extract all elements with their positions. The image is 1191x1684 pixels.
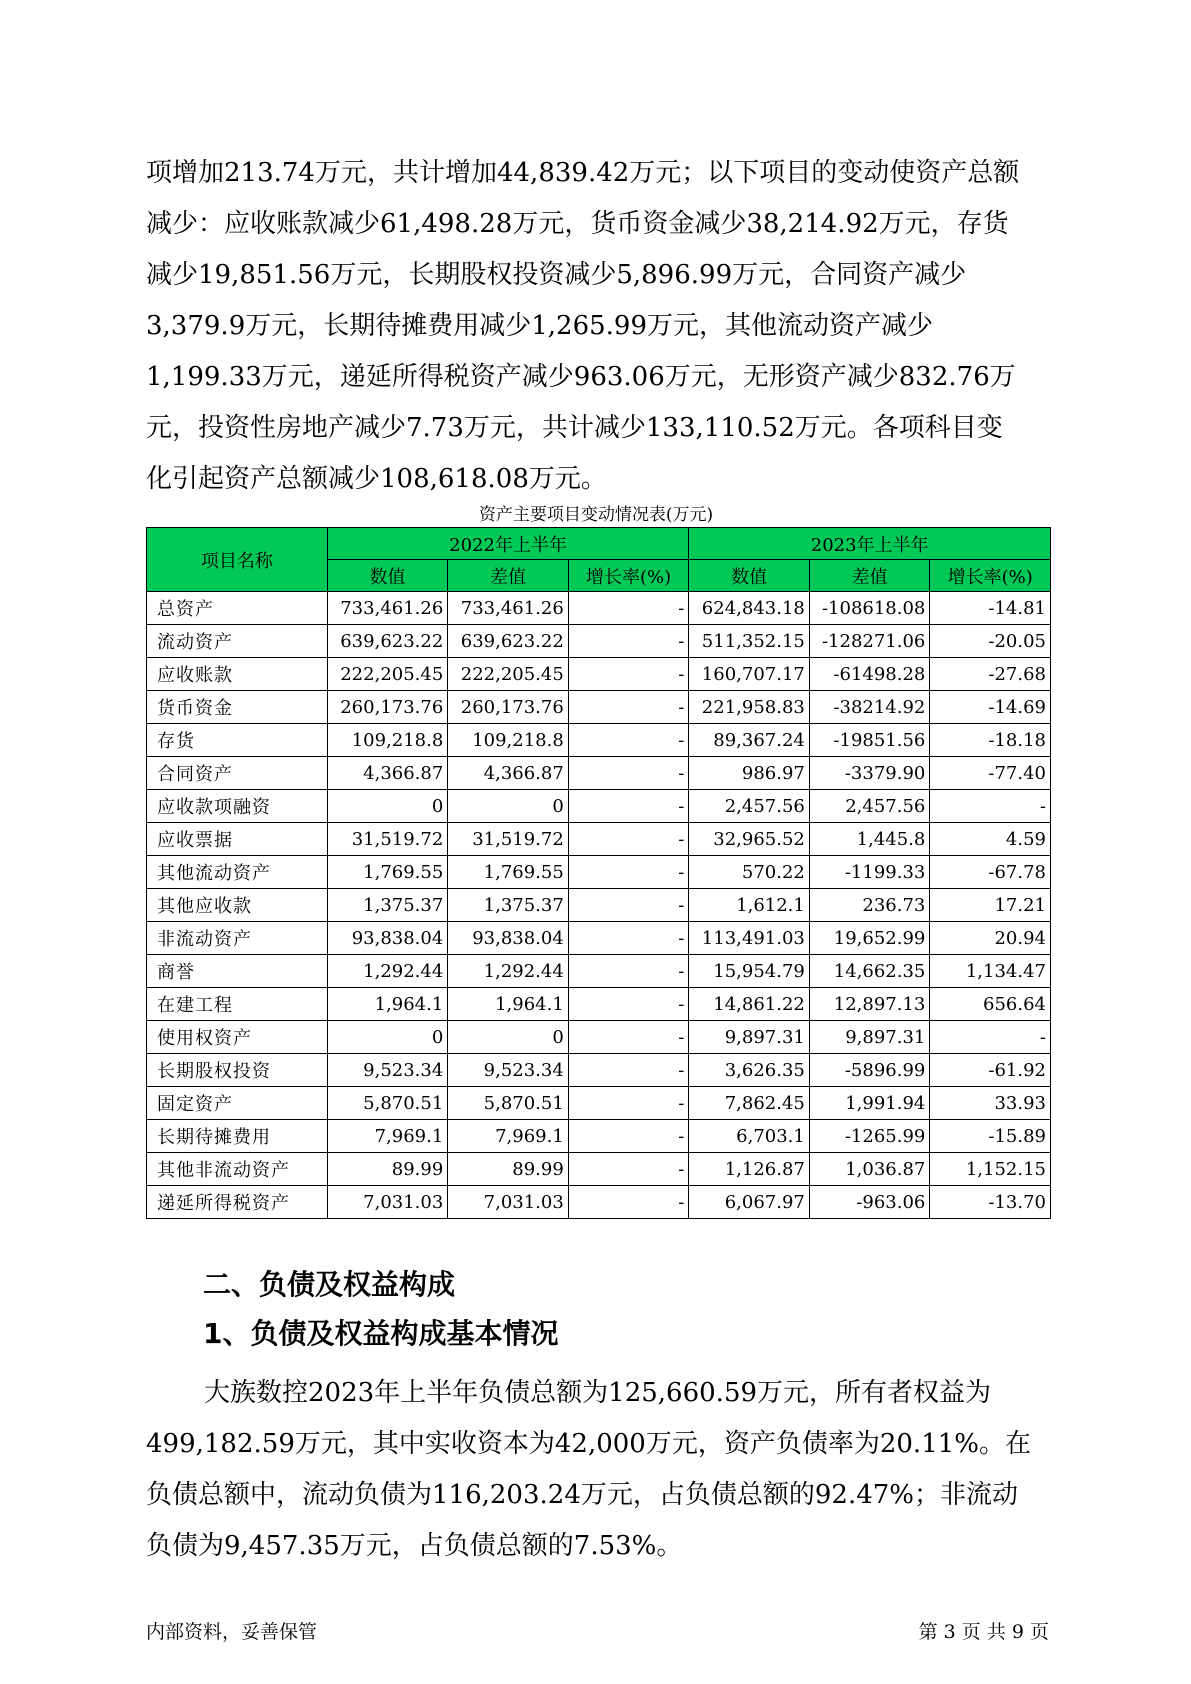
diff-2022-cell: 4,366.87 [448, 757, 569, 790]
value-2022-cell: 639,623.22 [327, 625, 448, 658]
table-row [147, 790, 1051, 823]
diff-2022-cell: 0 [448, 1021, 569, 1054]
rate-2023-cell: -14.81 [930, 592, 1051, 625]
rate-2023-cell: -20.05 [930, 625, 1051, 658]
value-2023-cell: 89,367.24 [689, 724, 810, 757]
table-body [147, 592, 1051, 1219]
diff-2023-cell: 12,897.13 [809, 988, 930, 1021]
header-item-name: 项目名称 [147, 528, 328, 592]
intro-line: 减少19,851.56万元，长期股权投资减少5,896.99万元，合同资产减少 [146, 260, 967, 290]
rate-2023-cell: -67.78 [930, 856, 1051, 889]
table-row [147, 757, 1051, 790]
table-row [147, 625, 1051, 658]
diff-2022-cell: 222,205.45 [448, 658, 569, 691]
value-2023-cell: 6,703.1 [689, 1120, 810, 1153]
liability-line: 负债总额中，流动负债为116,203.24万元，占负债总额的92.47%；非流动 [146, 1480, 1019, 1510]
item-name-cell: 在建工程 [147, 988, 328, 1021]
rate-2023-cell: 1,152.15 [930, 1153, 1051, 1186]
diff-2022-cell: 1,769.55 [448, 856, 569, 889]
rate-2022-cell: - [568, 955, 689, 988]
item-name-cell: 非流动资产 [147, 922, 328, 955]
item-name-cell: 货币资金 [147, 691, 328, 724]
rate-2023-cell: 1,134.47 [930, 955, 1051, 988]
diff-2022-cell: 5,870.51 [448, 1087, 569, 1120]
value-2022-cell: 733,461.26 [327, 592, 448, 625]
intro-line: 1,199.33万元，递延所得税资产减少963.06万元，无形资产减少832.76万 [146, 362, 1016, 392]
rate-2022-cell: - [568, 1120, 689, 1153]
diff-2022-cell: 1,375.37 [448, 889, 569, 922]
value-2023-cell: 2,457.56 [689, 790, 810, 823]
intro-paragraph [146, 148, 1046, 505]
value-2022-cell: 0 [327, 1021, 448, 1054]
diff-2022-cell: 7,969.1 [448, 1120, 569, 1153]
rate-2022-cell: - [568, 592, 689, 625]
rate-2023-cell: 20.94 [930, 922, 1051, 955]
asset-change-table [146, 527, 1051, 1219]
value-2022-cell: 9,523.34 [327, 1054, 448, 1087]
rate-2023-cell: -14.69 [930, 691, 1051, 724]
value-2022-cell: 4,366.87 [327, 757, 448, 790]
item-name-cell: 合同资产 [147, 757, 328, 790]
item-name-cell: 长期股权投资 [147, 1054, 328, 1087]
diff-2023-cell: -1265.99 [809, 1120, 930, 1153]
diff-2023-cell: -3379.90 [809, 757, 930, 790]
diff-2023-cell: 19,652.99 [809, 922, 930, 955]
intro-line: 项增加213.74万元，共计增加44,839.42万元；以下项目的变动使资产总额 [146, 158, 1020, 188]
intro-line: 减少：应收账款减少61,498.28万元，货币资金减少38,214.92万元，存货 [146, 209, 1009, 239]
value-2023-cell: 511,352.15 [689, 625, 810, 658]
header-diff-2022: 差值 [448, 560, 569, 592]
item-name-cell: 其他非流动资产 [147, 1153, 328, 1186]
sub-heading: 1、负债及权益构成基本情况 [203, 1317, 559, 1350]
rate-2022-cell: - [568, 757, 689, 790]
item-name-cell: 总资产 [147, 592, 328, 625]
rate-2022-cell: - [568, 1087, 689, 1120]
rate-2022-cell: - [568, 1186, 689, 1219]
rate-2023-cell: -15.89 [930, 1120, 1051, 1153]
table-row [147, 1186, 1051, 1219]
diff-2022-cell: 260,173.76 [448, 691, 569, 724]
table-row [147, 1153, 1051, 1186]
diff-2023-cell: -61498.28 [809, 658, 930, 691]
diff-2022-cell: 1,292.44 [448, 955, 569, 988]
item-name-cell: 使用权资产 [147, 1021, 328, 1054]
value-2023-cell: 1,612.1 [689, 889, 810, 922]
diff-2022-cell: 7,031.03 [448, 1186, 569, 1219]
value-2022-cell: 1,292.44 [327, 955, 448, 988]
liability-paragraph [146, 1368, 1046, 1572]
header-value-2022: 数值 [327, 560, 448, 592]
header-value-2023: 数值 [689, 560, 810, 592]
value-2022-cell: 5,870.51 [327, 1087, 448, 1120]
diff-2022-cell: 89.99 [448, 1153, 569, 1186]
table-row [147, 889, 1051, 922]
diff-2022-cell: 9,523.34 [448, 1054, 569, 1087]
rate-2023-cell: - [930, 1021, 1051, 1054]
rate-2023-cell: 656.64 [930, 988, 1051, 1021]
value-2023-cell: 160,707.17 [689, 658, 810, 691]
diff-2023-cell: -963.06 [809, 1186, 930, 1219]
rate-2022-cell: - [568, 1153, 689, 1186]
value-2022-cell: 7,969.1 [327, 1120, 448, 1153]
value-2023-cell: 221,958.83 [689, 691, 810, 724]
item-name-cell: 应收款项融资 [147, 790, 328, 823]
header-rate-2023: 增长率(%) [930, 560, 1051, 592]
diff-2022-cell: 733,461.26 [448, 592, 569, 625]
rate-2023-cell: -27.68 [930, 658, 1051, 691]
rate-2022-cell: - [568, 790, 689, 823]
item-name-cell: 长期待摊费用 [147, 1120, 328, 1153]
rate-2022-cell: - [568, 856, 689, 889]
table-row [147, 1087, 1051, 1120]
table-row [147, 658, 1051, 691]
table-header-row [147, 528, 1051, 560]
diff-2022-cell: 31,519.72 [448, 823, 569, 856]
footer-confidential-note: 内部资料，妥善保管 [146, 1621, 318, 1643]
value-2023-cell: 1,126.87 [689, 1153, 810, 1186]
value-2022-cell: 7,031.03 [327, 1186, 448, 1219]
value-2022-cell: 93,838.04 [327, 922, 448, 955]
value-2023-cell: 9,897.31 [689, 1021, 810, 1054]
value-2023-cell: 570.22 [689, 856, 810, 889]
diff-2023-cell: 236.73 [809, 889, 930, 922]
rate-2022-cell: - [568, 889, 689, 922]
table-row [147, 823, 1051, 856]
liability-line: 499,182.59万元，其中实收资本为42,000万元，资产负债率为20.11%。在 [146, 1429, 1031, 1459]
value-2022-cell: 31,519.72 [327, 823, 448, 856]
table-row [147, 955, 1051, 988]
rate-2022-cell: - [568, 691, 689, 724]
table-row [147, 592, 1051, 625]
value-2022-cell: 0 [327, 790, 448, 823]
rate-2022-cell: - [568, 1054, 689, 1087]
value-2023-cell: 113,491.03 [689, 922, 810, 955]
intro-line: 化引起资产总额减少108,618.08万元。 [146, 464, 607, 494]
rate-2022-cell: - [568, 988, 689, 1021]
diff-2023-cell: 1,445.8 [809, 823, 930, 856]
diff-2022-cell: 639,623.22 [448, 625, 569, 658]
intro-line: 3,379.9万元，长期待摊费用减少1,265.99万元，其他流动资产减少 [146, 311, 934, 341]
value-2023-cell: 15,954.79 [689, 955, 810, 988]
table-row [147, 691, 1051, 724]
rate-2023-cell: -61.92 [930, 1054, 1051, 1087]
table-caption: 资产主要项目变动情况表(万元) [478, 505, 714, 525]
value-2023-cell: 7,862.45 [689, 1087, 810, 1120]
diff-2023-cell: 1,991.94 [809, 1087, 930, 1120]
liability-line: 大族数控2023年上半年负债总额为125,660.59万元，所有者权益为 [204, 1378, 992, 1408]
table-row [147, 724, 1051, 757]
table-row [147, 856, 1051, 889]
value-2023-cell: 32,965.52 [689, 823, 810, 856]
diff-2023-cell: 14,662.35 [809, 955, 930, 988]
rate-2022-cell: - [568, 625, 689, 658]
value-2022-cell: 260,173.76 [327, 691, 448, 724]
rate-2023-cell: - [930, 790, 1051, 823]
header-rate-2022: 增长率(%) [568, 560, 689, 592]
value-2022-cell: 89.99 [327, 1153, 448, 1186]
diff-2023-cell: -1199.33 [809, 856, 930, 889]
diff-2022-cell: 109,218.8 [448, 724, 569, 757]
diff-2022-cell: 1,964.1 [448, 988, 569, 1021]
header-period-2023: 2023年上半年 [689, 528, 1051, 560]
header-diff-2023: 差值 [809, 560, 930, 592]
rate-2022-cell: - [568, 823, 689, 856]
item-name-cell: 固定资产 [147, 1087, 328, 1120]
rate-2023-cell: 17.21 [930, 889, 1051, 922]
diff-2022-cell: 0 [448, 790, 569, 823]
value-2022-cell: 1,769.55 [327, 856, 448, 889]
diff-2023-cell: -108618.08 [809, 592, 930, 625]
diff-2023-cell: -19851.56 [809, 724, 930, 757]
rate-2023-cell: -77.40 [930, 757, 1051, 790]
table-row [147, 1054, 1051, 1087]
diff-2023-cell: 9,897.31 [809, 1021, 930, 1054]
footer-page-number: 第 3 页 共 9 页 [918, 1621, 1049, 1643]
table-row [147, 988, 1051, 1021]
value-2023-cell: 986.97 [689, 757, 810, 790]
rate-2022-cell: - [568, 1021, 689, 1054]
value-2022-cell: 1,964.1 [327, 988, 448, 1021]
item-name-cell: 递延所得税资产 [147, 1186, 328, 1219]
table-row [147, 1021, 1051, 1054]
table-row [147, 1120, 1051, 1153]
rate-2023-cell: 4.59 [930, 823, 1051, 856]
rate-2023-cell: -18.18 [930, 724, 1051, 757]
item-name-cell: 应收票据 [147, 823, 328, 856]
diff-2022-cell: 93,838.04 [448, 922, 569, 955]
section-heading: 二、负债及权益构成 [203, 1268, 456, 1301]
item-name-cell: 存货 [147, 724, 328, 757]
diff-2023-cell: -128271.06 [809, 625, 930, 658]
liability-line: 负债为9,457.35万元，占负债总额的7.53%。 [146, 1531, 683, 1561]
item-name-cell: 流动资产 [147, 625, 328, 658]
item-name-cell: 其他应收款 [147, 889, 328, 922]
diff-2023-cell: -5896.99 [809, 1054, 930, 1087]
diff-2023-cell: -38214.92 [809, 691, 930, 724]
value-2023-cell: 3,626.35 [689, 1054, 810, 1087]
header-period-2022: 2022年上半年 [327, 528, 689, 560]
rate-2022-cell: - [568, 724, 689, 757]
rate-2023-cell: -13.70 [930, 1186, 1051, 1219]
rate-2022-cell: - [568, 922, 689, 955]
table-row [147, 922, 1051, 955]
intro-line: 元，投资性房地产减少7.73万元，共计减少133,110.52万元。各项科目变 [146, 413, 1003, 443]
rate-2022-cell: - [568, 658, 689, 691]
diff-2023-cell: 2,457.56 [809, 790, 930, 823]
value-2022-cell: 109,218.8 [327, 724, 448, 757]
item-name-cell: 应收账款 [147, 658, 328, 691]
diff-2023-cell: 1,036.87 [809, 1153, 930, 1186]
rate-2023-cell: 33.93 [930, 1087, 1051, 1120]
value-2023-cell: 14,861.22 [689, 988, 810, 1021]
item-name-cell: 商誉 [147, 955, 328, 988]
value-2023-cell: 6,067.97 [689, 1186, 810, 1219]
value-2022-cell: 1,375.37 [327, 889, 448, 922]
value-2022-cell: 222,205.45 [327, 658, 448, 691]
item-name-cell: 其他流动资产 [147, 856, 328, 889]
value-2023-cell: 624,843.18 [689, 592, 810, 625]
